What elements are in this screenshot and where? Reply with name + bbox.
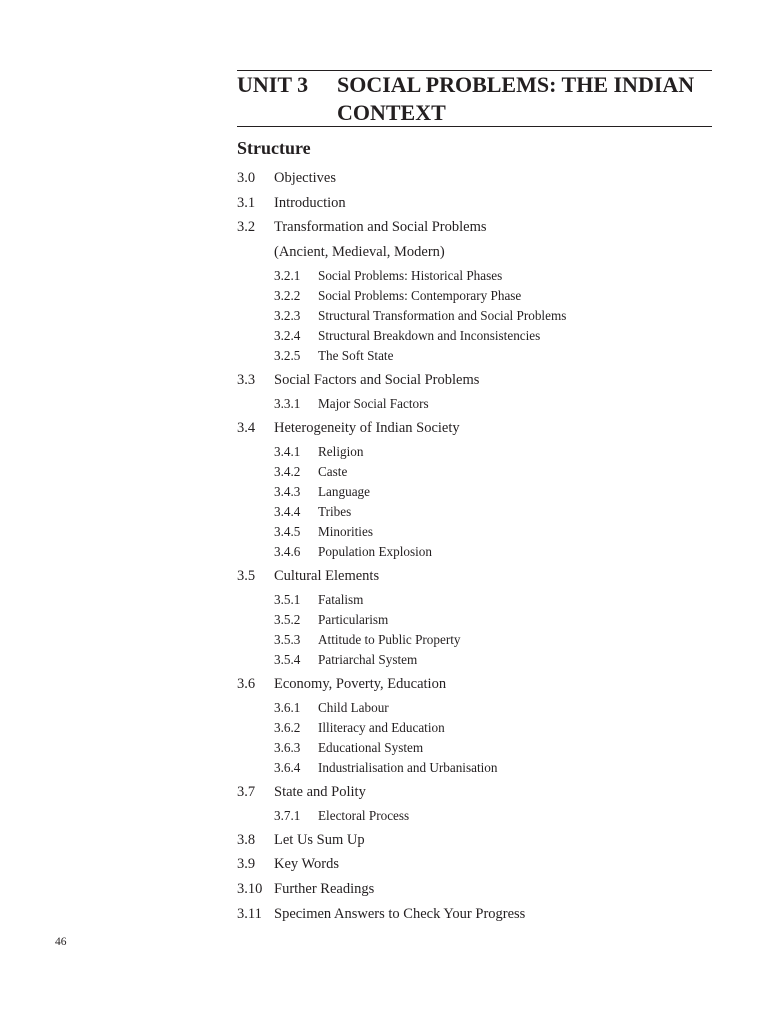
header-bottom-rule	[237, 126, 712, 127]
toc-entry-label: Population Explosion	[318, 543, 432, 559]
toc-entry-label: Further Readings	[274, 881, 375, 897]
toc-entry-label: Major Social Factors	[318, 395, 429, 411]
toc-entry-number: 3.8	[237, 831, 256, 848]
toc-entry-number: 3.11	[237, 905, 262, 922]
toc-entry-number: 3.0	[237, 170, 256, 186]
toc-entry-label: Structural Breakdown and Inconsistencies	[318, 327, 541, 343]
toc-entry-label: Industrialisation and Urbanisation	[318, 759, 498, 775]
toc-entry-label: Electoral Process	[318, 807, 410, 823]
toc-entry-label: Caste	[318, 463, 348, 479]
toc-entry-number: 3.5.3	[274, 631, 301, 647]
toc-entry-label: Social Factors and Social Problems	[274, 371, 480, 388]
toc-entry-number: 3.6.4	[274, 759, 301, 775]
toc-entry-label: Language	[318, 483, 370, 499]
toc-entry-label: Minorities	[318, 523, 373, 539]
toc-entry-number: 3.2.2	[274, 287, 301, 303]
toc-entry-number: 3.2.1	[274, 267, 301, 283]
toc-entry-label: Key Words	[274, 856, 340, 873]
toc-entry-number: 3.9	[237, 856, 256, 873]
toc-entry-number: 3.4.4	[274, 503, 301, 519]
toc-entry-number: 3.1	[237, 194, 256, 211]
toc-entry-number: 3.5.1	[274, 591, 301, 607]
toc-entry-number: 3.5.4	[274, 651, 301, 667]
toc-entry-label: Attitude to Public Property	[318, 631, 461, 647]
toc-entry-number: 3.6.3	[274, 739, 301, 755]
toc-entry-label: Social Problems: Contemporary Phase	[318, 287, 522, 303]
toc-entry-number: 3.4.1	[274, 443, 301, 459]
toc-entry-number: 3.5	[237, 567, 256, 584]
toc-entry-number: 3.3.1	[274, 395, 301, 411]
toc-entry-label: (Ancient, Medieval, Modern)	[274, 243, 445, 260]
toc-entry-label: Transformation and Social Problems	[274, 219, 487, 236]
toc-entry-number: 3.7.1	[274, 807, 301, 823]
toc-entry-number: 3.2.5	[274, 347, 301, 363]
toc-entry-label: The Soft State	[318, 347, 394, 363]
toc-entry-number: 3.4.5	[274, 523, 301, 539]
toc-entry-number: 3.4	[237, 419, 256, 436]
structure-heading: Structure	[237, 138, 311, 158]
toc-entry-label: Fatalism	[318, 591, 364, 607]
unit-title: SOCIAL PROBLEMS: THE INDIAN CONTEXT	[337, 72, 695, 125]
toc-entry-number: 3.4.6	[274, 543, 301, 559]
toc-entry-label: Social Problems: Historical Phases	[318, 267, 503, 283]
toc-entry-label: Particularism	[318, 611, 389, 627]
toc-entry-number: 3.5.2	[274, 611, 301, 627]
toc-entry-number: 3.10	[237, 881, 263, 897]
toc-entry-number: 3.2	[237, 219, 256, 236]
toc-entry-label: Tribes	[318, 503, 352, 519]
toc-entry-label: State and Polity	[274, 783, 366, 800]
toc-entry-number: 3.4.2	[274, 463, 301, 479]
toc-entry-label: Child Labour	[318, 699, 389, 715]
toc-entry-label: Patriarchal System	[318, 651, 418, 667]
toc-entry-number: 3.3	[237, 371, 256, 388]
toc-entry-number: 3.6	[237, 675, 256, 692]
toc-entry-number: 3.2.3	[274, 307, 301, 323]
page-number: 46	[55, 936, 67, 948]
toc-entry-label: Structural Transformation and Social Problems	[318, 307, 567, 323]
toc-entry-number: 3.4.3	[274, 483, 301, 499]
toc-entry-label: Cultural Elements	[274, 567, 380, 584]
toc-entry-label: Economy, Poverty, Education	[274, 675, 447, 692]
toc-entry-number: 3.7	[237, 783, 256, 800]
toc-entry-label: Heterogeneity of Indian Society	[274, 419, 460, 436]
toc-entry-number: 3.2.4	[274, 327, 301, 343]
toc-entry-label: Illiteracy and Education	[318, 719, 445, 735]
toc-entry-label: Introduction	[274, 194, 346, 211]
toc-entry-number: 3.6.1	[274, 699, 301, 715]
toc-entry-label: Religion	[318, 443, 364, 459]
toc-entry-label: Specimen Answers to Check Your Progress	[274, 905, 526, 922]
toc-entry-label: Educational System	[318, 739, 424, 755]
unit-label: UNIT 3	[237, 72, 309, 97]
toc-entry-number: 3.6.2	[274, 719, 301, 735]
toc-entry-label: Objectives	[274, 170, 337, 186]
toc-entry-label: Let Us Sum Up	[274, 831, 365, 848]
